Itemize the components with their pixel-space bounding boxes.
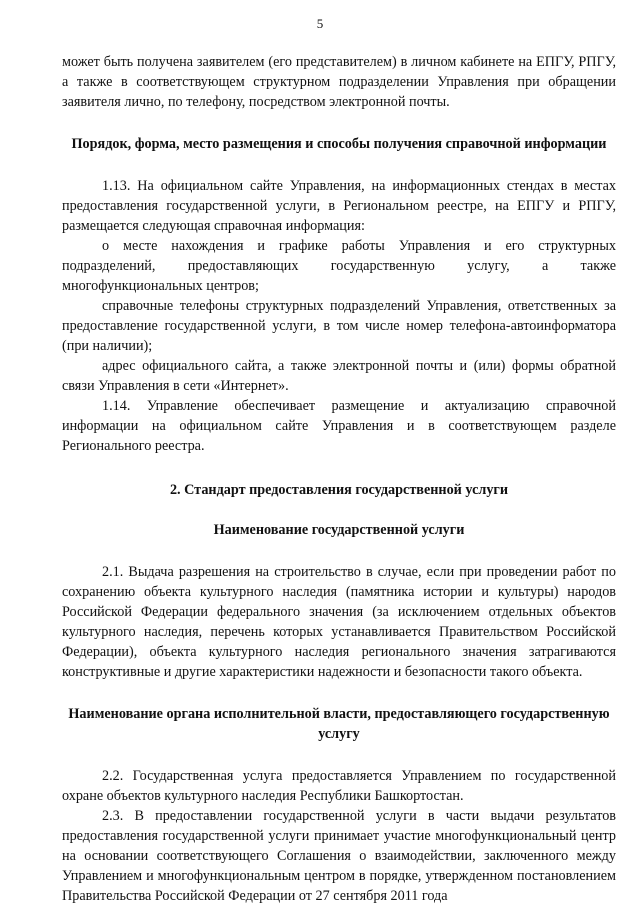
paragraph-1-13: 1.13. На официальном сайте Управления, на информационных стендах в местах предоставления государственной услуги, в Региональном реестре, на ЕПГУ и РПГУ, размещается следующая справочная информация: xyxy=(62,178,616,234)
paragraph-1-13-item-location: о месте нахождения и графике работы Управления и его структурных подразделений, предоставляющих государственную услугу, а также многофункциональных центров; xyxy=(62,238,616,294)
paragraph-2-1: 2.1. Выдача разрешения на строительство в случае, если при проведении работ по сохранению объекта культурного наследия (памятника истории и культуры) народов Российской Федерации федерального значения (за исключением отдельных объектов культурного наследия, перечень которых устанавливается Правительством Российской Федерации), объекта культурного наследия регионального значения затрагиваются конструктивные и другие характеристики надежности и безопасности такого объекта. xyxy=(62,564,616,680)
document-body xyxy=(62,52,616,906)
paragraph-2-3: 2.3. В предоставлении государственной услуги в части выдачи результатов предоставления государственной услуги принимает участие многофункциональный центр на основании соответствующего Соглашения о взаимодействии, заключенного между Управлением и многофункциональным центром в порядке, утвержденном постановлением Правительства Российской Федерации от 27 сентября 2011 года xyxy=(62,808,616,904)
page-number: 5 xyxy=(316,16,324,31)
paragraph-1-13-item-phones: справочные телефоны структурных подразделений Управления, ответственных за предоставление государственной услуги, в том числе номер телефона-автоинформатора (при наличии); xyxy=(62,298,616,354)
chapter-heading-standard: 2. Стандарт предоставления государственной услуги xyxy=(169,482,509,498)
section-heading-reference-info: Порядок, форма, место размещения и способы получения справочной информации xyxy=(71,136,607,152)
section-heading-authority-name: Наименование органа исполнительной власти, предоставляющего государственную услугу xyxy=(68,706,610,742)
paragraph-2-2: 2.2. Государственная услуга предоставляется Управлением по государственной охране объектов культурного наследия Республики Башкортостан. xyxy=(62,768,616,804)
paragraph-1-13-item-website: адрес официального сайта, а также электронной почты и (или) формы обратной связи Управления в сети «Интернет». xyxy=(62,358,616,394)
paragraph-1-14: 1.14. Управление обеспечивает размещение и актуализацию справочной информации на официальном сайте Управления и в соответствующем разделе Регионального реестра. xyxy=(62,398,616,454)
paragraph-continuation: может быть получена заявителем (его представителем) в личном кабинете на ЕПГУ, РПГУ, а также в соответствующем структурном подразделении Управления при обращении заявителя лично, по телефону, посредством электронной почты. xyxy=(62,54,616,110)
section-heading-service-name: Наименование государственной услуги xyxy=(213,522,465,538)
